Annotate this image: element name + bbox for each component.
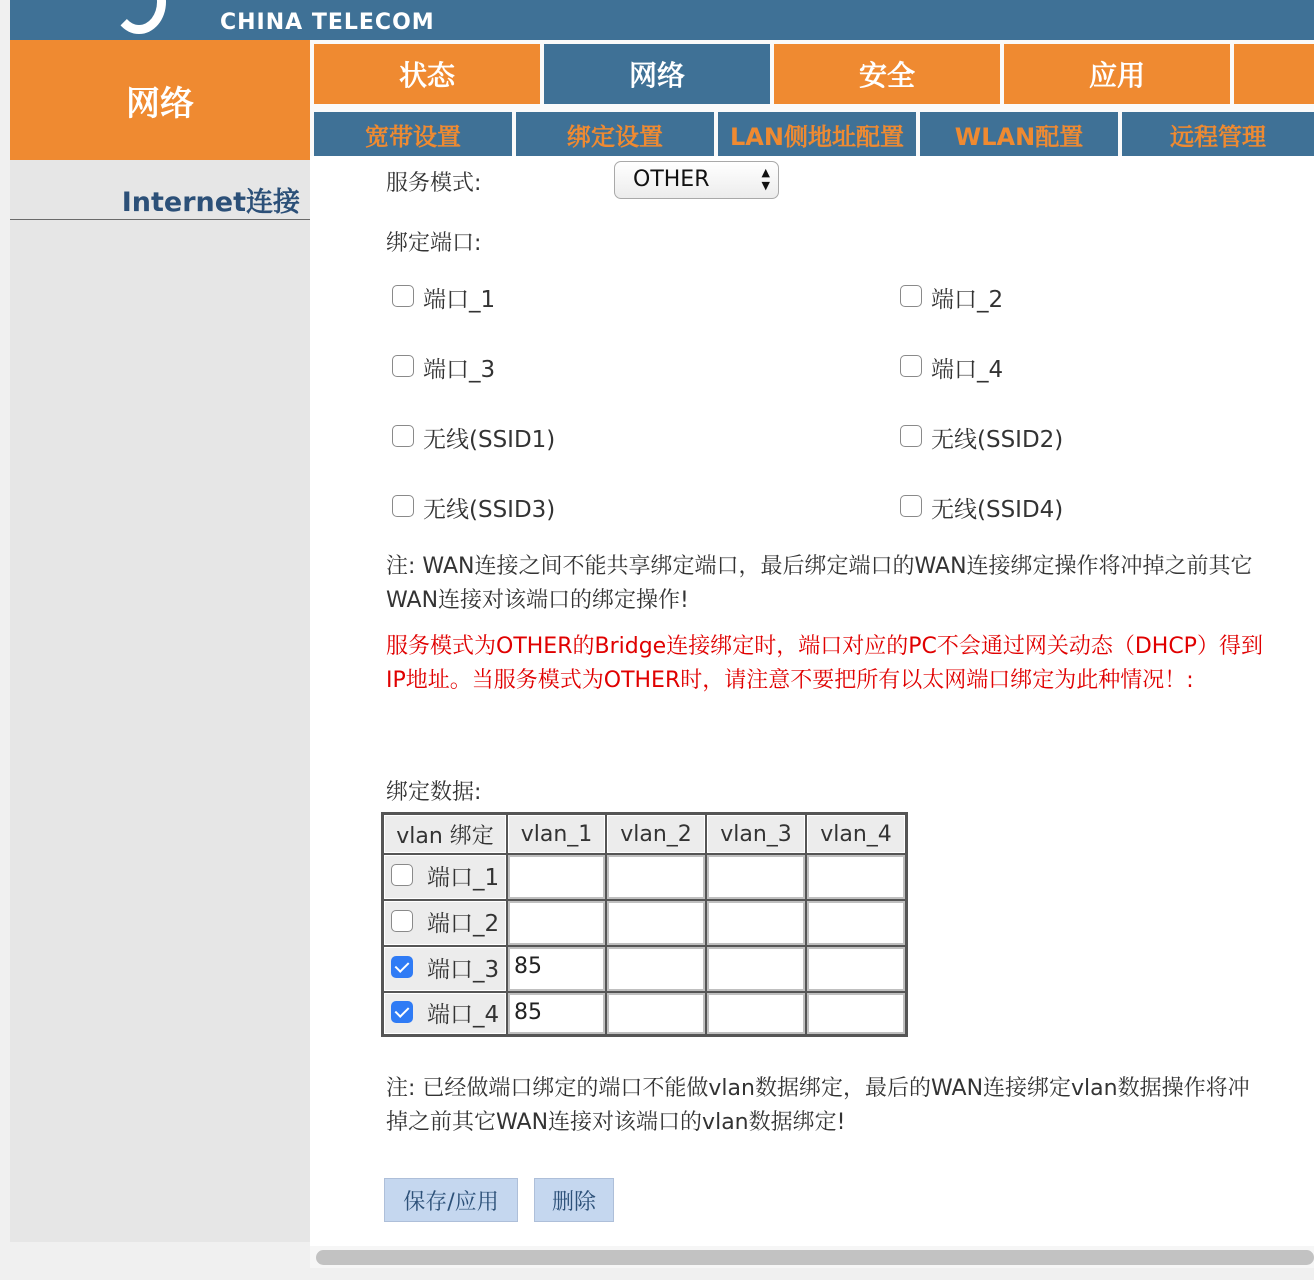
vlan-4-input-port-2[interactable]	[807, 901, 905, 945]
app-header	[10, 0, 1314, 40]
ssid2-checkbox[interactable]	[900, 425, 922, 447]
vlan-3-input-port-4[interactable]	[707, 993, 805, 1034]
ssid1-label: 无线(SSID1)	[423, 427, 556, 453]
binding-note: 注: WAN连接之间不能共享绑定端口，最后绑定端口的WAN连接绑定操作将冲掉之前其它WAN连接对该端口的绑定操作!	[386, 554, 1253, 613]
vlan-port-4-checkbox[interactable]	[391, 1001, 413, 1023]
vlan-port-3-checkbox[interactable]	[391, 956, 413, 978]
vlan-2-header: vlan_2	[620, 821, 692, 847]
ssid1-checkbox[interactable]	[392, 425, 414, 447]
horizontal-scrollbar-thumb[interactable]	[316, 1250, 1314, 1265]
vlan-port-1-label: 端口_1	[427, 865, 500, 891]
delete-button[interactable]: 删除	[534, 1178, 614, 1222]
tab-more[interactable]	[1234, 44, 1314, 104]
subtab-remote-management[interactable]: 远程管理	[1122, 112, 1314, 156]
vlan-binding-table	[381, 812, 908, 1037]
ssid3-checkbox[interactable]	[392, 495, 414, 517]
china-telecom-logo-icon	[112, 0, 166, 34]
vlan-1-input-port-3[interactable]: 85	[508, 947, 605, 991]
bind-ports-label: 绑定端口:	[386, 231, 482, 256]
vlan-1-input-port-2[interactable]	[508, 901, 605, 945]
vlan-binding-note: 注: 已经做端口绑定的端口不能做vlan数据绑定，最后的WAN连接绑定vlan数据操作将冲掉之前其它WAN连接对该端口的vlan数据绑定!	[386, 1076, 1250, 1135]
vlan-2-input-port-1[interactable]	[607, 855, 705, 899]
ssid4-label: 无线(SSID4)	[931, 497, 1064, 523]
port-3-label: 端口_3	[423, 357, 496, 383]
vlan-port-1-checkbox[interactable]	[391, 864, 413, 886]
vlan-port-2-checkbox[interactable]	[391, 910, 413, 932]
vlan-4-header: vlan_4	[820, 821, 892, 847]
vlan-2-input-port-3[interactable]	[607, 947, 705, 991]
tab-status[interactable]: 状态	[314, 44, 540, 104]
subtab-wlan-config[interactable]: WLAN配置	[920, 112, 1118, 156]
vlan-port-3-label: 端口_3	[427, 957, 500, 983]
service-mode-value: OTHER	[633, 167, 710, 192]
vlan-4-input-port-1[interactable]	[807, 855, 905, 899]
vlan-2-input-port-4[interactable]	[607, 993, 705, 1034]
vlan-3-input-port-1[interactable]	[707, 855, 805, 899]
ssid2-label: 无线(SSID2)	[931, 427, 1064, 453]
vlan-header-label: vlan 绑定	[396, 823, 494, 849]
bind-data-label: 绑定数据:	[386, 780, 482, 805]
section-title	[10, 40, 310, 160]
vlan-4-input-port-4[interactable]	[807, 993, 905, 1034]
vlan-4-input-port-3[interactable]	[807, 947, 905, 991]
select-updown-icon: ▲ ▼	[761, 166, 770, 192]
vlan-3-header: vlan_3	[720, 821, 792, 847]
vlan-port-2-label: 端口_2	[427, 911, 500, 937]
subtab-broadband-settings[interactable]: 宽带设置	[314, 112, 512, 156]
subtab-lan-address-config[interactable]: LAN侧地址配置	[718, 112, 916, 156]
port-4-checkbox[interactable]	[900, 355, 922, 377]
sidebar-item-internet-connection[interactable]: Internet连接	[10, 186, 310, 220]
port-3-checkbox[interactable]	[392, 355, 414, 377]
port-2-label: 端口_2	[931, 287, 1004, 313]
ssid3-label: 无线(SSID3)	[423, 497, 556, 523]
port-4-label: 端口_4	[931, 357, 1004, 383]
port-1-label: 端口_1	[423, 287, 496, 313]
subtab-binding-settings[interactable]: 绑定设置	[516, 112, 714, 156]
tab-network[interactable]: 网络	[544, 44, 770, 104]
vlan-3-input-port-2[interactable]	[707, 901, 805, 945]
vlan-1-header: vlan_1	[520, 821, 593, 847]
service-mode-select[interactable]	[614, 161, 779, 199]
vlan-2-input-port-2[interactable]	[607, 901, 705, 945]
port-2-checkbox[interactable]	[900, 285, 922, 307]
logo-text: CHINA TELECOM	[220, 10, 435, 35]
vlan-1-input-port-4[interactable]: 85	[508, 993, 605, 1034]
vlan-port-4-label: 端口_4	[427, 1002, 500, 1028]
save-apply-button[interactable]: 保存/应用	[384, 1178, 518, 1222]
tab-application[interactable]: 应用	[1004, 44, 1230, 104]
sidebar	[10, 160, 310, 1242]
service-mode-label: 服务模式:	[386, 171, 482, 196]
tab-security[interactable]: 安全	[774, 44, 1000, 104]
section-title-label: 网络	[126, 83, 194, 124]
port-1-checkbox[interactable]	[392, 285, 414, 307]
vlan-1-input-port-1[interactable]	[508, 855, 605, 899]
ssid4-checkbox[interactable]	[900, 495, 922, 517]
bridge-warning: 服务模式为OTHER的Bridge连接绑定时，端口对应的PC不会通过网关动态（DHCP）得到IP地址。当服务模式为OTHER时，请注意不要把所有以太网端口绑定为此种情况！:	[386, 634, 1263, 693]
vlan-3-input-port-3[interactable]	[707, 947, 805, 991]
